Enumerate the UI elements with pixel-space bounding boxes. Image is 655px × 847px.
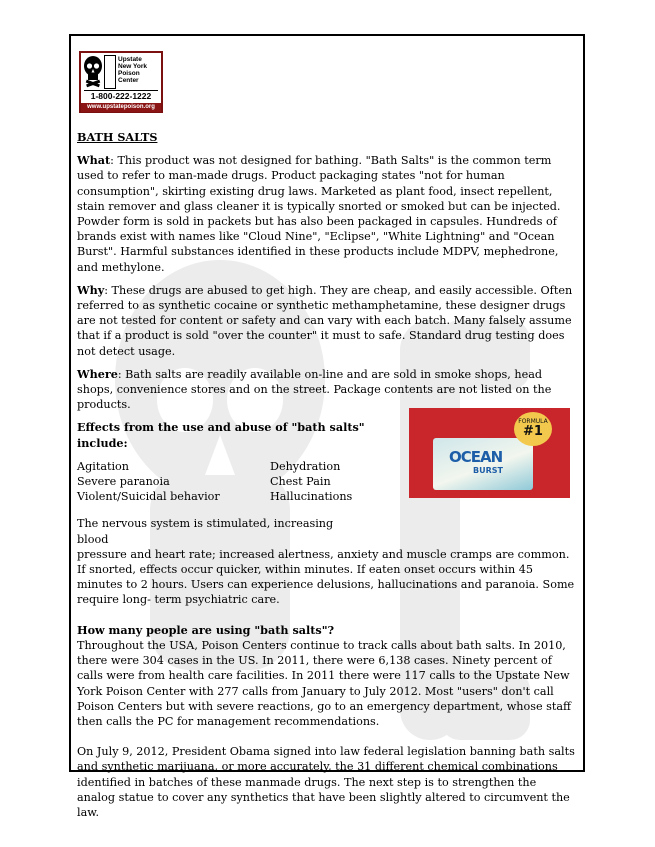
- package-brand: OCEAN: [449, 448, 503, 466]
- why-paragraph: [77, 283, 577, 359]
- why-label: Why: [77, 282, 105, 297]
- effect-item: Dehydration: [270, 459, 341, 473]
- logo-website: www.upstatepoison.org: [81, 103, 161, 112]
- nervous-system-paragraph: pressure and heart rate; increased alertness, anxiety and muscle cramps are common. If snorted, effects occur quicker, within minutes. If eaten onset occurs within 45 minutes to 2 hours. Users can experience delusions, hallucinations and paranoia. Some require long- term psychiatric care.: [77, 547, 575, 607]
- page-title: BATH SALTS: [77, 130, 158, 144]
- effect-item: Hallucinations: [270, 490, 353, 504]
- where-paragraph: [77, 367, 577, 413]
- effect-item: Violent/Suicidal behavior: [77, 490, 220, 504]
- badge-label: FORMULA: [518, 418, 548, 425]
- why-text: : These drugs are abused to get high. They are cheap, and easily accessible. Often referred to as synthetic cocaine or synthetic methamphetamine, these designer drugs are not tested for content or safety and can vary with each batch. Many falsely assume that if a product is sold "over the counter" it must to safe. Standard drug testing does not detect usage.: [77, 283, 573, 358]
- effects-heading: Effects from the use and abuse of "bath salts" include:: [77, 420, 365, 450]
- logo-phone-number: 1-800-222-1222: [84, 90, 158, 101]
- how-many-text: Throughout the USA, Poison Centers continue to track calls about bath salts. In 2010, there were 304 cases in the US. In 2011, there were 6,138 cases. Ninety percent of calls were from health care facilities. In 2011 there were 117 calls to the Upstate New York Poison Center with 277 calls from January to July 2012. Most "users" don't call Poison Centers but with severe reactions, go to an emergency department, whose staff then calls the PC for management recommendations.: [77, 638, 571, 728]
- how-many-heading: How many people are using "bath salts"?: [77, 622, 335, 637]
- effects-list: [77, 459, 577, 505]
- effect-item: Severe paranoia: [77, 475, 170, 489]
- badge-number: #1: [523, 424, 543, 439]
- skull-icon: [83, 55, 103, 89]
- legislation-paragraph: On July 9, 2012, President Obama signed into law federal legislation banning bath salts and synthetic marijuana, or more accurately, the 31 different chemical combinations identified in batches of these manmade drugs. The next step is to strengthen the analog statue to cover any synthetics that have been slightly altered to circumvent the law.: [77, 745, 575, 819]
- what-label: What: [77, 153, 111, 168]
- effect-item: Chest Pain: [270, 475, 331, 489]
- what-paragraph: [77, 153, 577, 275]
- poison-center-logo: [79, 51, 163, 113]
- package-brand-sub: BURST: [473, 466, 503, 475]
- where-label: Where: [77, 366, 118, 381]
- how-many-paragraph: [77, 623, 577, 729]
- phone-icon: [104, 55, 116, 89]
- nervous-system-line1: The nervous system is stimulated, increasing blood: [77, 517, 334, 546]
- effect-item: Agitation: [77, 459, 129, 473]
- what-text: : This product was not designed for bathing. "Bath Salts" is the common term used to refer to man-made drugs. Product packaging states "not for human consumption", skirting existing drug laws. Marketed as plant food, insect repellent, stain remover and glass cleaner it is typically snorted or smoked but can be injected. Powder form is sold in packets but has also been packaged in capsules. Hundreds of brands exist with names like "Cloud Nine", "Eclipse", "White Lightning" and "Ocean Burst". Harmful substances identified in these products include MDPV, mephedrone, and methylone.: [77, 154, 561, 274]
- logo-org-name: Upstate New York Poison Center: [118, 56, 148, 84]
- document-body: [77, 130, 577, 828]
- where-text: : Bath salts are readily available on-line and are sold in smoke shops, head shops, convenience stores and on the street. Package contents are not listed on the products.: [77, 367, 552, 412]
